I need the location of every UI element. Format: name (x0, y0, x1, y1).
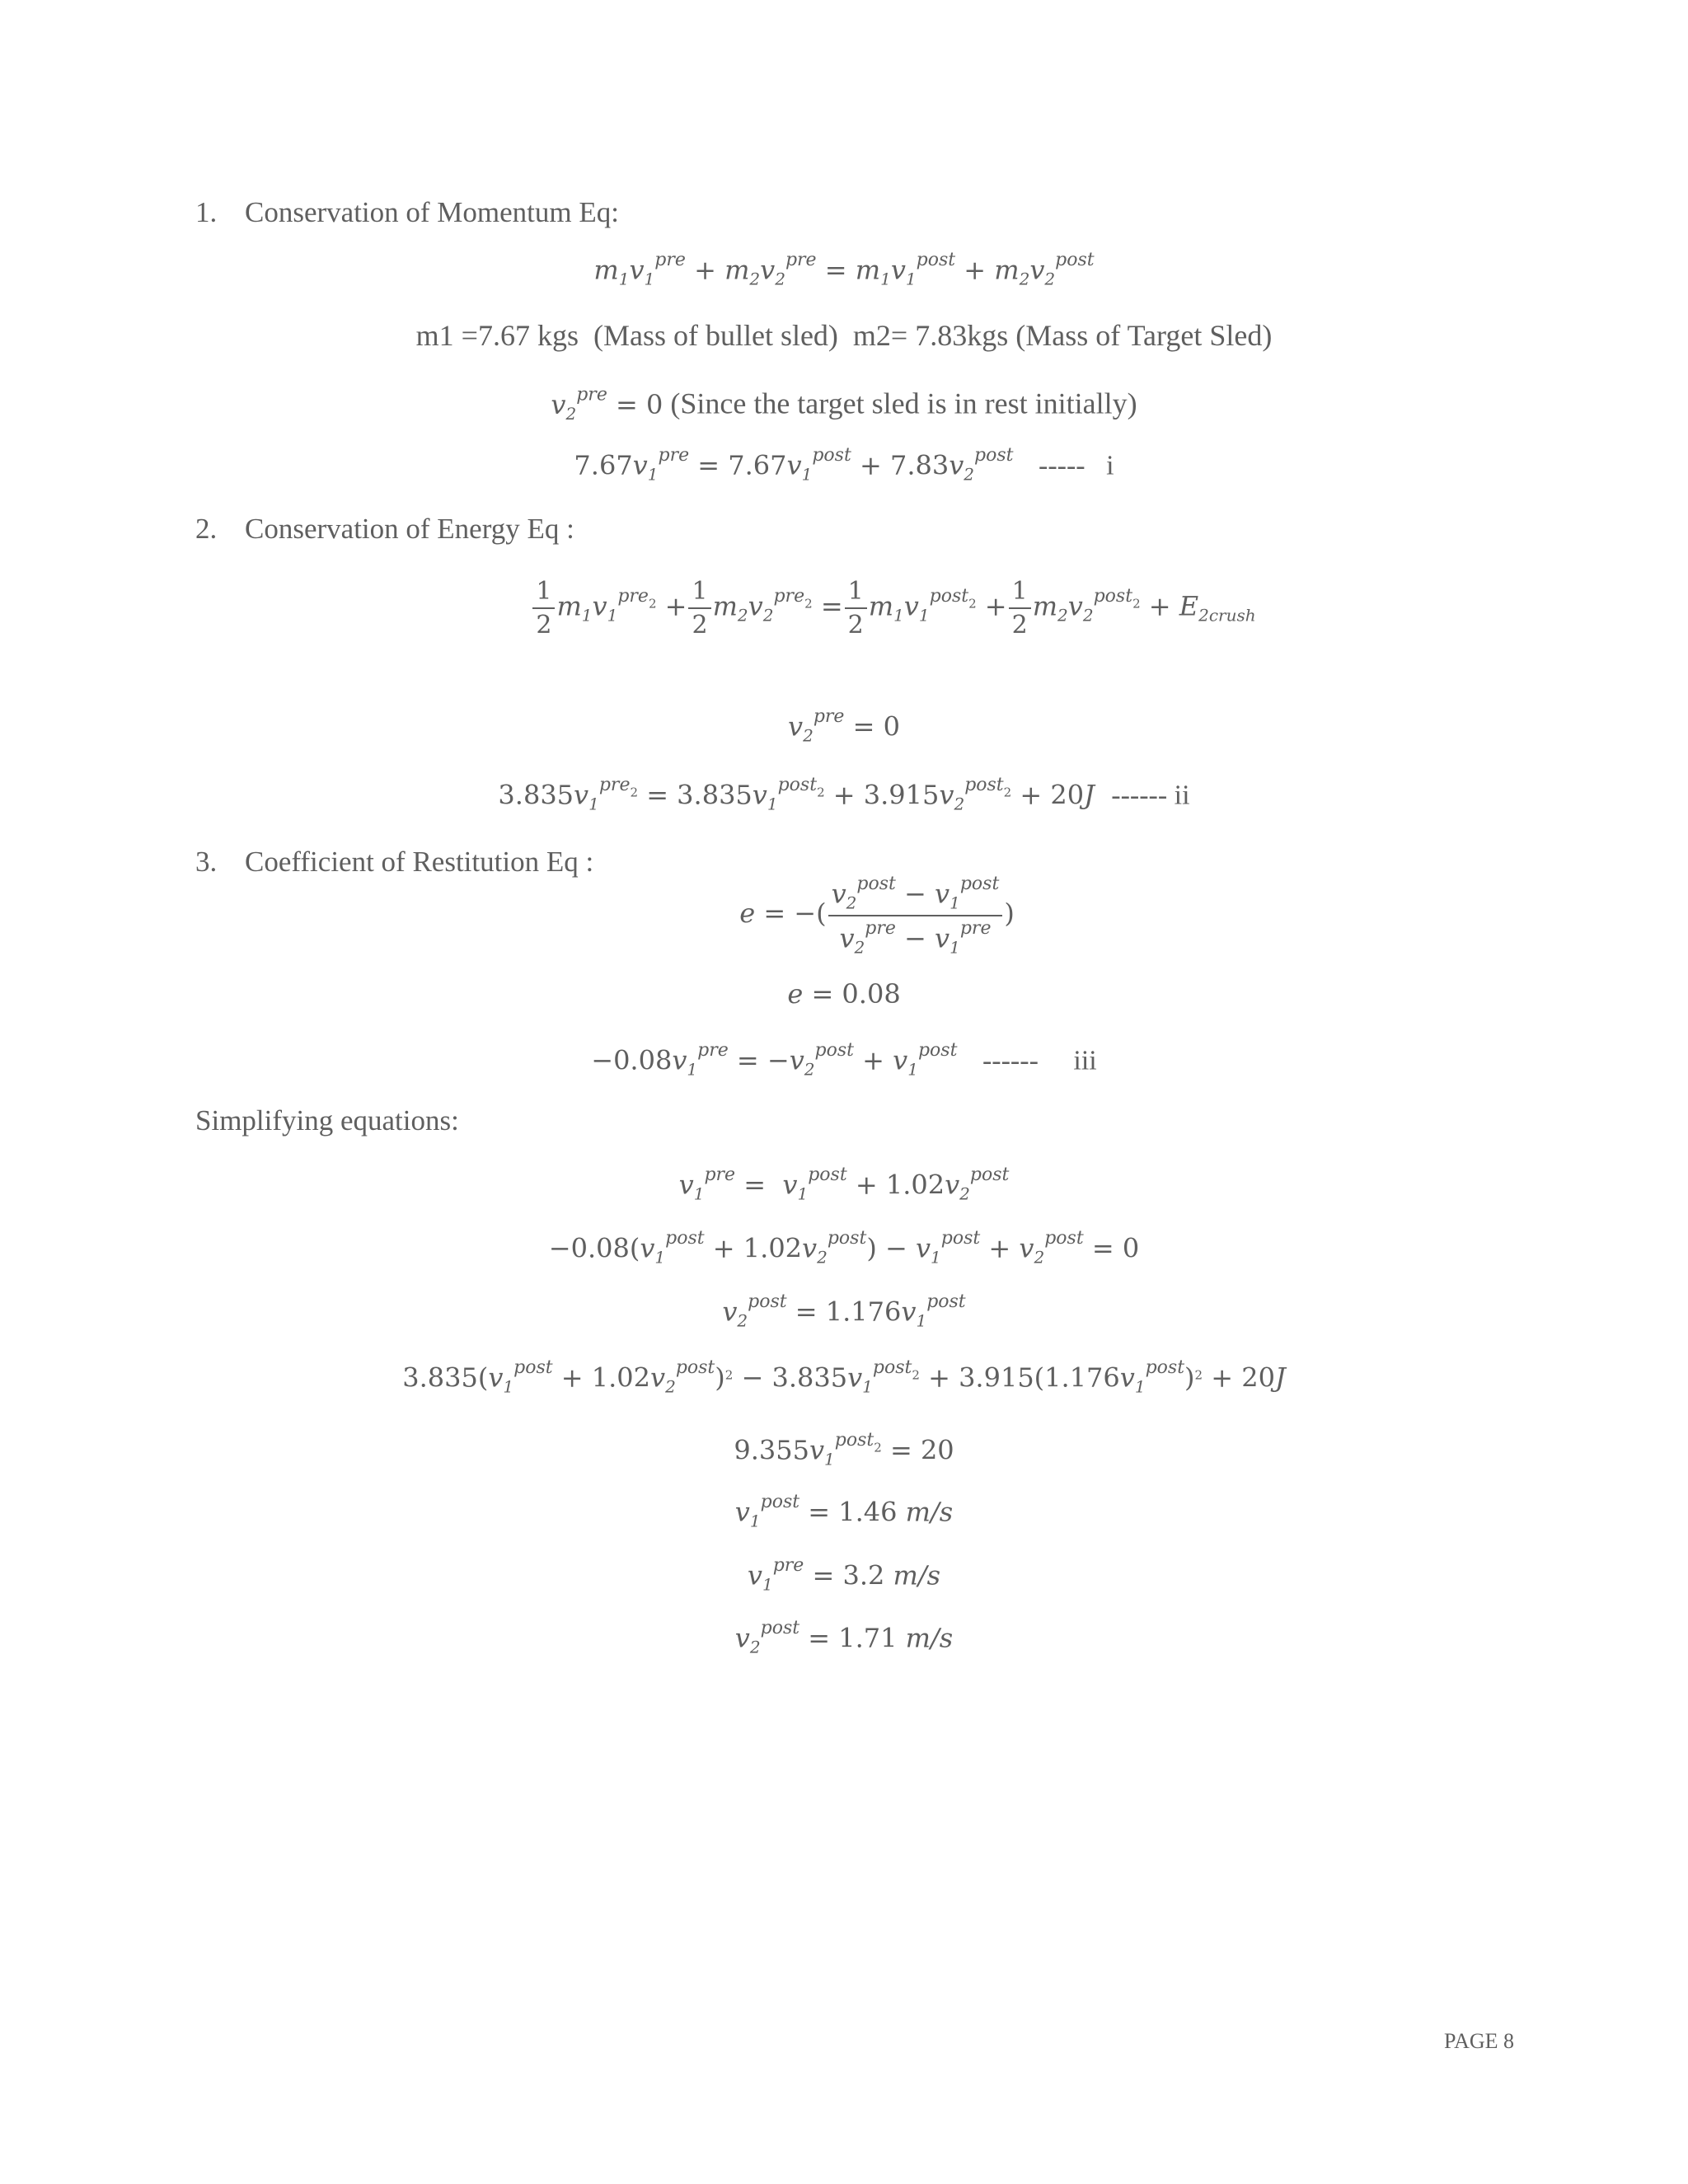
section-title: Conservation of Momentum Eq: (245, 196, 619, 228)
section-title: Coefficient of Restitution Eq : (245, 846, 594, 878)
momentum-equation: $m_1v_1^{pre} + m_2v_2^{pre} = m_1v_1^{post} + m_2v_2^{post}$ (593, 250, 1095, 289)
section-number: 2. (195, 513, 218, 545)
equation-tag-iii: ------ iii (982, 1045, 1097, 1076)
substituted-energy: $3.835(v_1^{post} + 1.02v_2^{post})^2 - 3.835v_1^{post2} + 3.915(1.176v_1^{post})^2 + 20J$ (402, 1357, 1286, 1397)
combined-equation: $9.355v_1^{post2} = 20$ (734, 1430, 954, 1469)
mass-values-text: m1 =7.67 kgs (Mass of bullet sled) m2= 7.83kgs (Mass of Target Sled) (415, 319, 1273, 352)
energy-equation-numeric: $3.835v_1^{pre2} = 3.835v_1^{post2} + 3.915v_2^{post2} + 20J$ ------ ii (498, 775, 1190, 814)
result-v2-post: $v_2^{post} = 1.71$ m/s (734, 1618, 954, 1657)
result-v1-post: $v_1^{post} = 1.46$ m/s (734, 1492, 954, 1531)
energy-equation: $\frac{1}{2}$ $m_1v_1^{pre2}$ + $\frac{1}{2}$ $m_2v_2^{pre2}$ = $\frac{1}{2}$ $m_1v_1^{post2}$ + $\frac{1}{2}$ $m_2v_2^{post2} + E_{2crush}$ (49, 577, 1688, 640)
initial-velocity-condition: $v_2^{pre} = 0$ (Since the target sled is in rest initially) (551, 384, 1137, 424)
section-title: Conservation of Energy Eq : (245, 513, 574, 545)
section-2-heading (195, 513, 574, 546)
section-number: 1. (195, 196, 218, 228)
v2-post-relation: $v_2^{post} = 1.176v_1^{post}$ (722, 1291, 966, 1331)
substituted-restitution: $-0.08(v_1^{post} + 1.02v_2^{post}) - v_1^{post} + v_2^{post} = 0$ (548, 1228, 1140, 1268)
result-v1-pre: $v_1^{pre} = 3.2$ m/s (747, 1555, 941, 1595)
v1-pre-expression: $v_1^{pre} = v_1^{post} + 1.02v_2^{post}$ (678, 1165, 1010, 1204)
equation-tag-ii: ------ ii (1111, 780, 1190, 811)
section-number: 3. (195, 846, 218, 878)
equation-tag-i: ----- i (1039, 450, 1114, 481)
page-number: PAGE 8 (1444, 2029, 1515, 2053)
simplifying-heading: Simplifying equations: (195, 1104, 459, 1137)
section-1-heading (195, 196, 619, 229)
restitution-value: e = 0.08 (787, 978, 901, 1010)
restitution-equation-numeric: $-0.08v_1^{pre} = -v_2^{post} + v_1^{post}$ ------ iii (591, 1040, 1097, 1080)
v2-pre-zero: $v_2^{pre} = 0$ (788, 706, 900, 746)
restitution-equation: e = −( $\frac{v_2^{post} - v_1^{post}}{v_2^{pre} - v_1^{pre}}$ ) (739, 874, 1015, 957)
momentum-equation-numeric: $7.67v_1^{pre} = 7.67v_1^{post} + 7.83v_2^{post}$ ----- i (574, 445, 1114, 485)
